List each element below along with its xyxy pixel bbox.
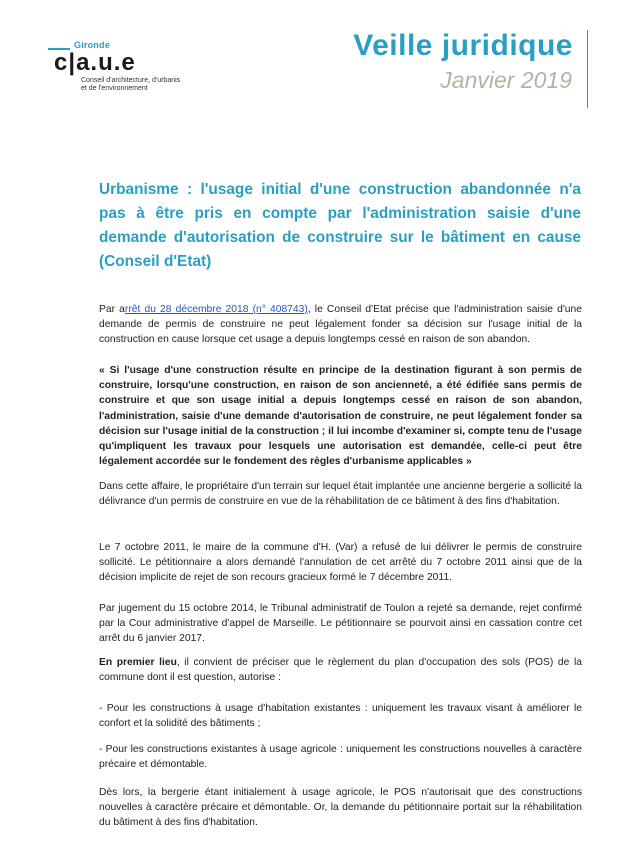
first-point-lead: En premier lieu [99,657,177,668]
list-item-habitation: - Pour les constructions à usage d'habitation existantes : uniquement les travaux visant à améliorer le confort et la solidité des bâtiments ; [99,703,582,730]
logo-subtitle-line2: et de l'environnement [81,85,148,92]
logo-subtitle [81,77,211,93]
intro-text: , le Conseil d'Etat précise que l'administration saisie d'une demande de permis de construire ne peut légalement fonder sa décision sur l'usage initial de la construction en cause lorsque cet usage a depuis longtemps cessé en raison de son abandon. [99,304,582,346]
paragraph-refusal: Le 7 octobre 2011, le maire de la commune d'H. (Var) a refusé de lui délivrer le permis de construire sollicité. Le pétitionnaire a alors demandé l'annulation de cet arrêté du 7 octobre 2011 ainsi que de la décision implicite de rejet de son recours gracieux formé le 7 décembre 2011. [99,542,582,584]
first-point-text: , il convient de préciser que le règlement du plan d'occupation des sols (POS) de la commune dont il est question, autorise : [99,657,582,684]
paragraph-first-point [99,655,582,685]
header-divider [587,30,588,108]
logo-subtitle-line1: Conseil d'architecture, d'urbanis [81,77,181,84]
article-title: Urbanisme : l'usage initial d'une construction abandonnée n'a pas à être pris en compte par l'administration saisie d'une demande d'autorisation de construire sur le bâtiment en cause (Conseil d'Etat) [99,181,581,270]
paragraph-facts: Dans cette affaire, le propriétaire d'un terrain sur lequel était implantée une ancienne bergerie a sollicité la délivrance d'un permis de construire en vue de la réhabilitation de ce bâtiment à des fins d'habitation. [99,481,582,508]
paragraph-judgment: Par jugement du 15 octobre 2014, le Tribunal administratif de Toulon a rejeté sa demande, rejet confirmé par la Cour administrative d'appel de Marseille. Le pétitionnaire se pourvoit ainsi en cassation contre cet arrêt du 6 janvier 2017. [99,603,582,645]
quote-paragraph: « Si l'usage d'une construction résulte en principe de la destination figurant à son permis de construire, lorsqu'une construction, en raison de son ancienneté, a été édifiée sans permis de construire et que son usage initial a depuis longtemps cessé en raison de son abandon, l'administration, saisie d'une demande d'autorisation de construire, ne peut légalement fonder sa décision sur l'usage initial de la construction ; il lui incombe d'examiner si, compte tenu de l'usage qu'impliquent les travaux pour lesquels une autorisation est demandée, celle-ci peut être légalement accordée sur le fondement des règles d'urbanisme applicables » [99,365,582,468]
paragraph-conclusion: Dès lors, la bergerie étant initialement à usage agricole, le POS n'autorisait que des constructions nouvelles à caractère précaire et démontable. Or, la demande du pétitionnaire portait sur la réhabilitation du bâtiment à des fins d'habitation. [99,787,582,829]
logo-region: Gironde [74,40,110,50]
newsletter-title: Veille juridique [353,29,573,62]
paragraph-intro [99,302,582,348]
decision-link[interactable]: rrêt du 28 décembre 2018 (n° 408743) [124,304,308,315]
newsletter-date: Janvier 2019 [440,67,572,93]
logo-wordmark: c|a.u.e [54,49,136,76]
intro-prefix: Par a [99,304,125,315]
list-item-agricole: - Pour les constructions existantes à usage agricole : uniquement les constructions nouvelles à caractère précaire et démontable. [99,744,582,771]
